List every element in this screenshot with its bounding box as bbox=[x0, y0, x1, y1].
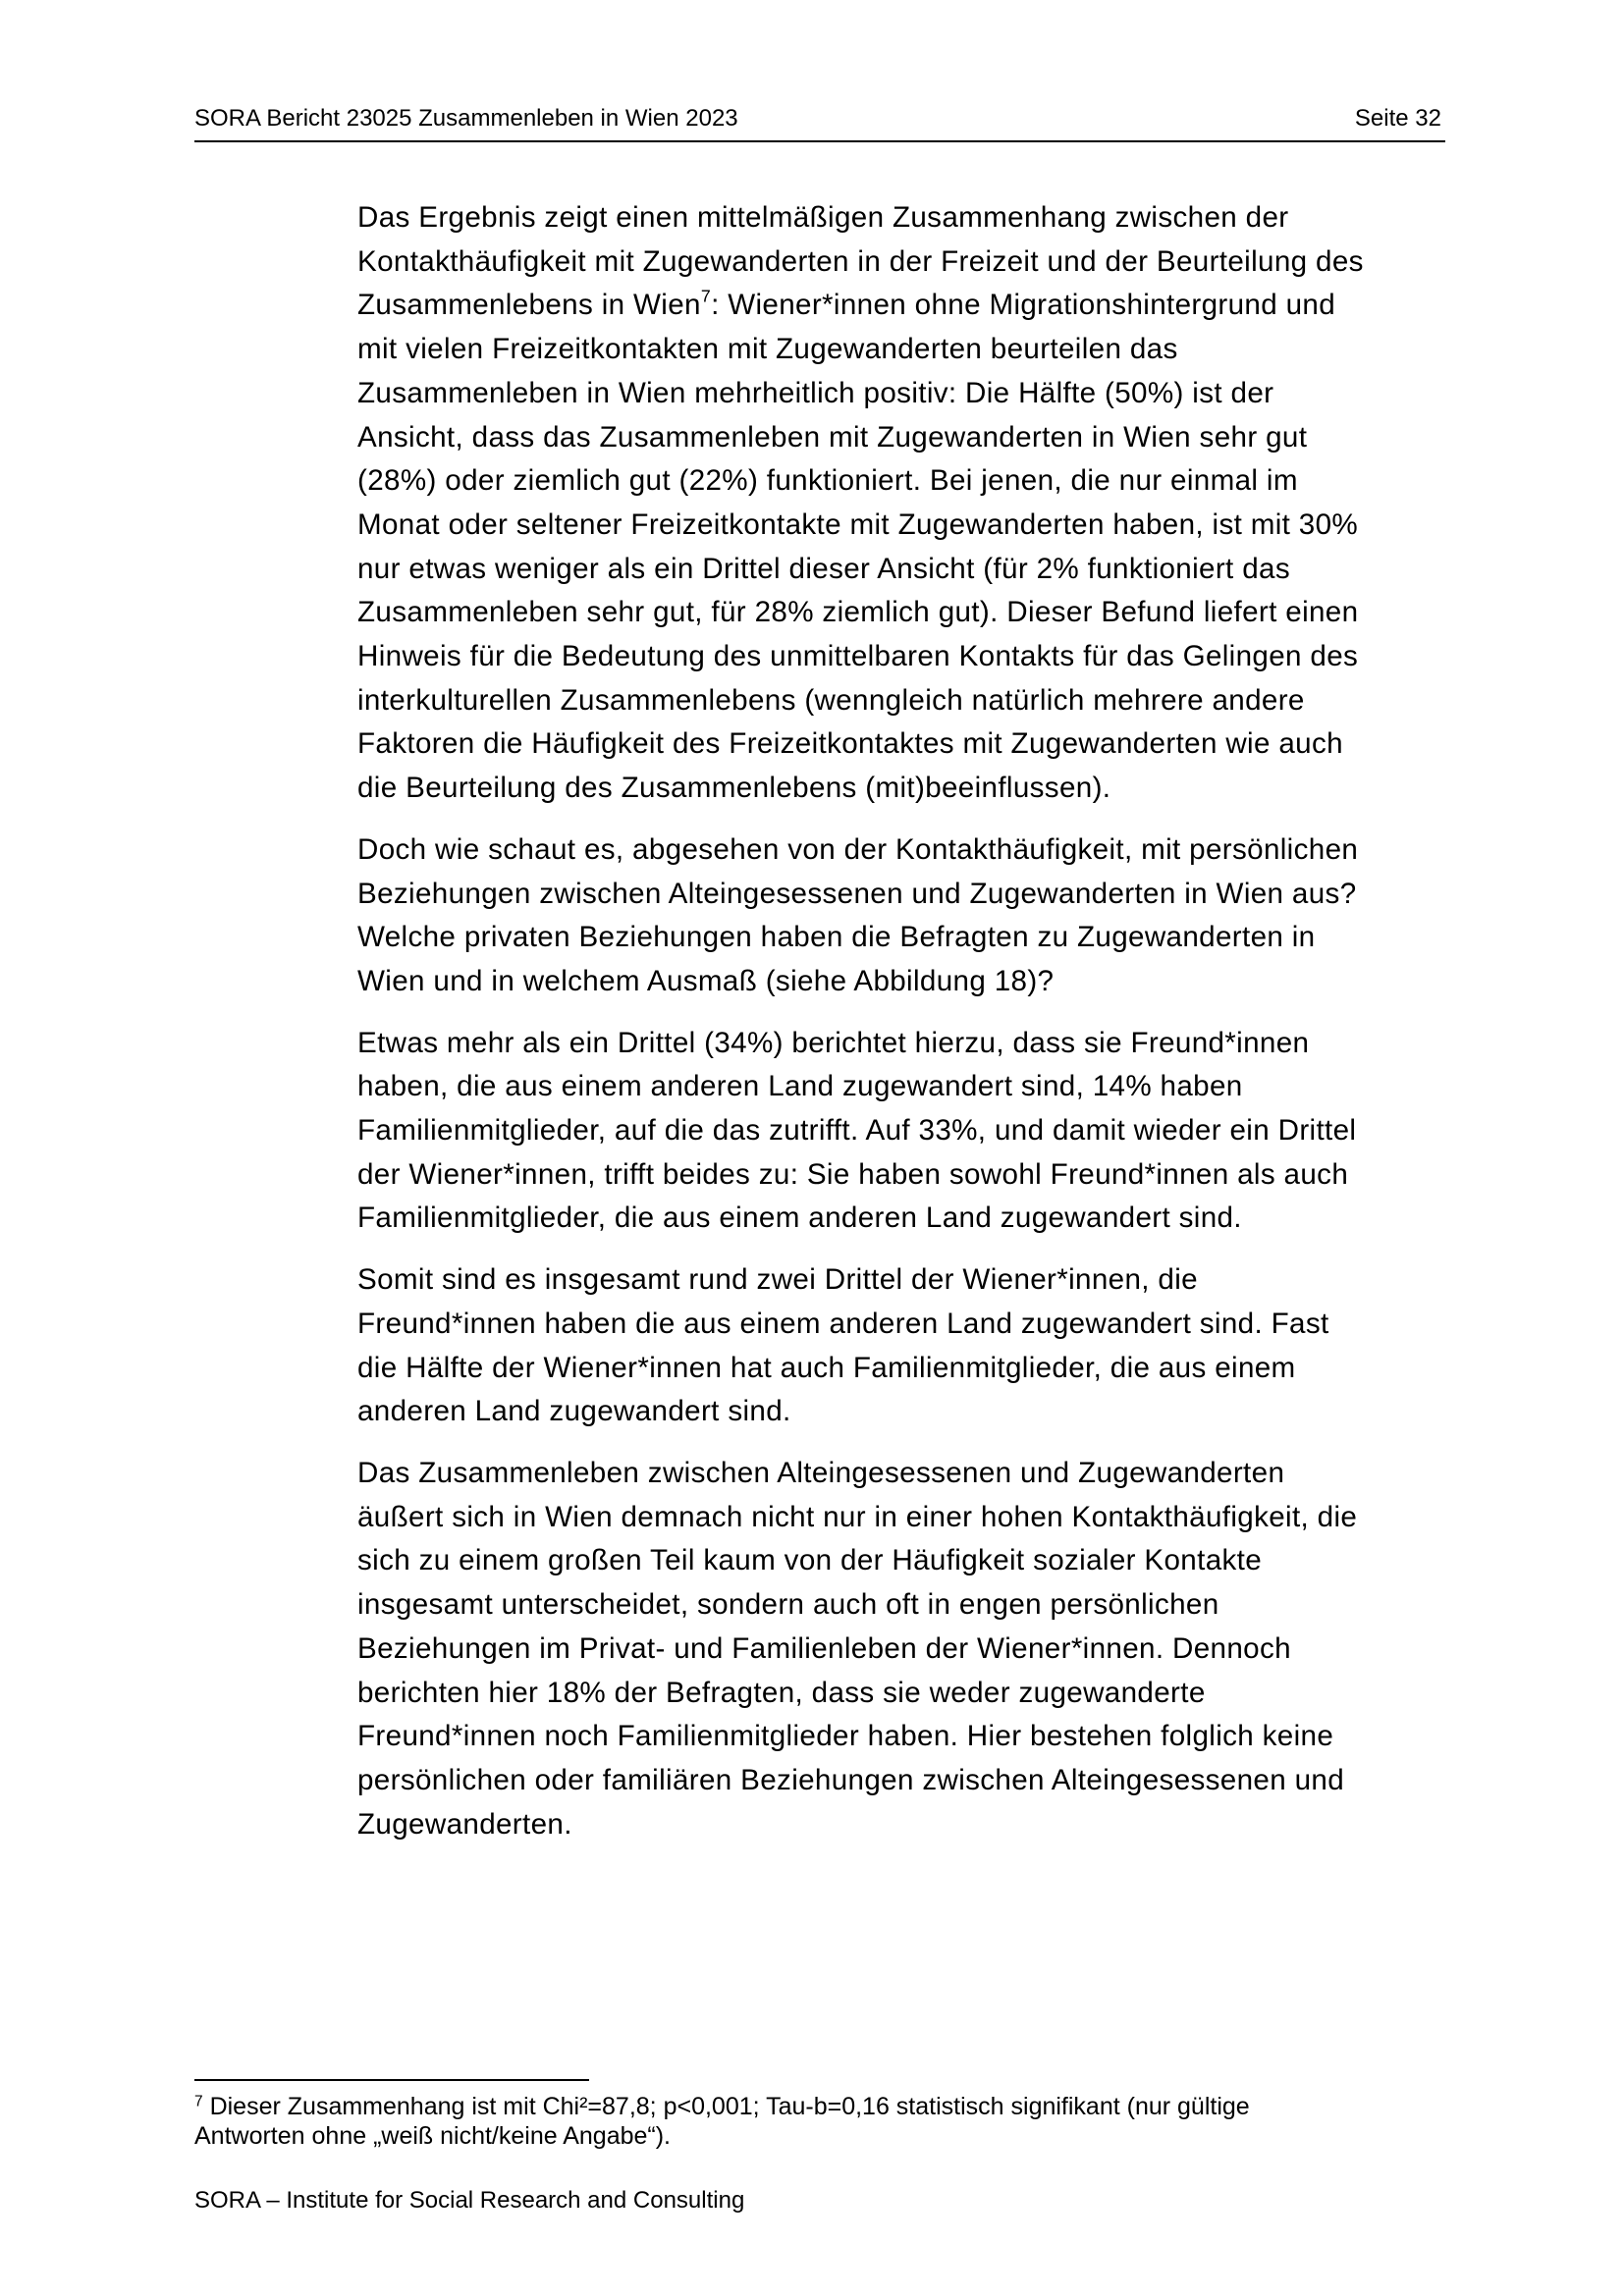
text-line: Ansicht, dass das Zusammenleben mit Zugewanderten in Wien sehr gut bbox=[357, 420, 1308, 454]
text-line: Monat oder seltener Freizeitkontakte mit Zugewanderten haben, ist mit 30% bbox=[357, 507, 1359, 541]
text-line: Familienmitglieder, die aus einem anderen Land zugewandert sind. bbox=[357, 1201, 1242, 1235]
text-line: Somit sind es insgesamt rund zwei Drittel der Wiener*innen, die bbox=[357, 1263, 1198, 1297]
text-line: haben, die aus einem anderen Land zugewandert sind, 14% haben bbox=[357, 1070, 1243, 1103]
text-line: nur etwas weniger als ein Drittel dieser Ansicht (für 2% funktioniert das bbox=[357, 552, 1290, 585]
text-line: Wien und in welchem Ausmaß (siehe Abbildung 18)? bbox=[357, 964, 1055, 997]
footnote-text: Dieser Zusammenhang ist mit Chi²=87,8; p<0,001; Tau-b=0,16 statistisch signifikant (nur gültige bbox=[209, 2093, 1250, 2120]
text-line: Das Ergebnis zeigt einen mittelmäßigen Zusammenhang zwischen der bbox=[357, 201, 1289, 234]
text-line: Beziehungen im Privat- und Familienleben der Wiener*innen. Dennoch bbox=[357, 1631, 1291, 1665]
text-line: mit vielen Freizeitkontakten mit Zugewanderten beurteilen das bbox=[357, 333, 1178, 366]
text-line bbox=[357, 284, 1447, 328]
text-line: Doch wie schaut es, abgesehen von der Kontakthäufigkeit, mit persönlichen bbox=[357, 832, 1359, 866]
paragraph-5 bbox=[357, 1452, 1447, 1846]
text-line: interkulturellen Zusammenlebens (wenngleich natürlich mehrere andere bbox=[357, 683, 1305, 717]
text-line: die Hälfte der Wiener*innen hat auch Familienmitglieder, die aus einem bbox=[357, 1351, 1296, 1384]
paragraph-1 bbox=[357, 196, 1447, 811]
text-line: die Beurteilung des Zusammenlebens (mit)beeinflussen). bbox=[357, 772, 1111, 805]
text-line: Zugewanderten. bbox=[357, 1807, 572, 1841]
footnote-line bbox=[194, 2092, 1451, 2121]
text-line: (28%) oder ziemlich gut (22%) funktioniert. Bei jenen, die nur einmal im bbox=[357, 464, 1298, 498]
text-line: der Wiener*innen, trifft beides zu: Sie haben sowohl Freund*innen als auch bbox=[357, 1157, 1349, 1191]
text-line: Familienmitglieder, auf die das zutrifft. Auf 33%, und damit wieder ein Drittel bbox=[357, 1114, 1357, 1148]
footnote-divider bbox=[194, 2079, 589, 2081]
body-text bbox=[357, 196, 1447, 1864]
text-line: Zusammenleben sehr gut, für 28% ziemlich gut). Dieser Befund liefert einen bbox=[357, 596, 1359, 629]
text-line: Beziehungen zwischen Alteingesessenen und Zugewanderten in Wien aus? bbox=[357, 877, 1357, 910]
footnote-reference[interactable]: 7 bbox=[700, 286, 712, 306]
footnote bbox=[194, 2092, 1451, 2151]
text-line: Faktoren die Häufigkeit des Freizeitkontaktes mit Zugewanderten wie auch bbox=[357, 727, 1343, 761]
text-line: Hinweis für die Bedeutung des unmittelbaren Kontakts für das Gelingen des bbox=[357, 640, 1359, 673]
text-line: insgesamt unterscheidet, sondern auch oft in engen persönlichen bbox=[357, 1588, 1219, 1622]
paragraph-3 bbox=[357, 1022, 1447, 1242]
paragraph-4 bbox=[357, 1258, 1447, 1434]
page-number: Seite 32 bbox=[1354, 105, 1441, 132]
text-line: berichten hier 18% der Befragten, dass sie weder zugewanderte bbox=[357, 1676, 1206, 1709]
text-segment: : Wiener*innen ohne Migrationshintergrund und bbox=[711, 289, 1336, 322]
text-line: Welche privaten Beziehungen haben die Befragten zu Zugewanderten in bbox=[357, 921, 1316, 954]
text-line: Kontakthäufigkeit mit Zugewanderten in der Freizeit und der Beurteilung des bbox=[357, 244, 1364, 278]
paragraph-2 bbox=[357, 828, 1447, 1004]
text-line: persönlichen oder familiären Beziehungen zwischen Alteingesessenen und bbox=[357, 1763, 1345, 1796]
header-title: SORA Bericht 23025 Zusammenleben in Wien 2023 bbox=[194, 105, 738, 132]
text-line: Das Zusammenleben zwischen Alteingesessenen und Zugewanderten bbox=[357, 1456, 1285, 1489]
text-line: Etwas mehr als ein Drittel (34%) berichtet hierzu, dass sie Freund*innen bbox=[357, 1026, 1310, 1059]
footnote-marker: 7 bbox=[194, 2093, 203, 2110]
page-footer: SORA – Institute for Social Research and Consulting bbox=[194, 2187, 745, 2214]
text-line: anderen Land zugewandert sind. bbox=[357, 1395, 791, 1428]
text-line: Zusammenleben in Wien mehrheitlich positiv: Die Hälfte (50%) ist der bbox=[357, 376, 1274, 409]
page-header bbox=[194, 101, 1445, 142]
text-segment: Zusammenlebens in Wien bbox=[357, 289, 701, 322]
text-line: äußert sich in Wien demnach nicht nur in einer hohen Kontakthäufigkeit, die bbox=[357, 1500, 1358, 1533]
text-line: Freund*innen noch Familienmitglieder haben. Hier bestehen folglich keine bbox=[357, 1720, 1334, 1753]
footnote-line: Antworten ohne „weiß nicht/keine Angabe“). bbox=[194, 2122, 671, 2150]
text-line: sich zu einem großen Teil kaum von der Häufigkeit sozialer Kontakte bbox=[357, 1544, 1263, 1577]
text-line: Freund*innen haben die aus einem anderen Land zugewandert sind. Fast bbox=[357, 1307, 1329, 1340]
